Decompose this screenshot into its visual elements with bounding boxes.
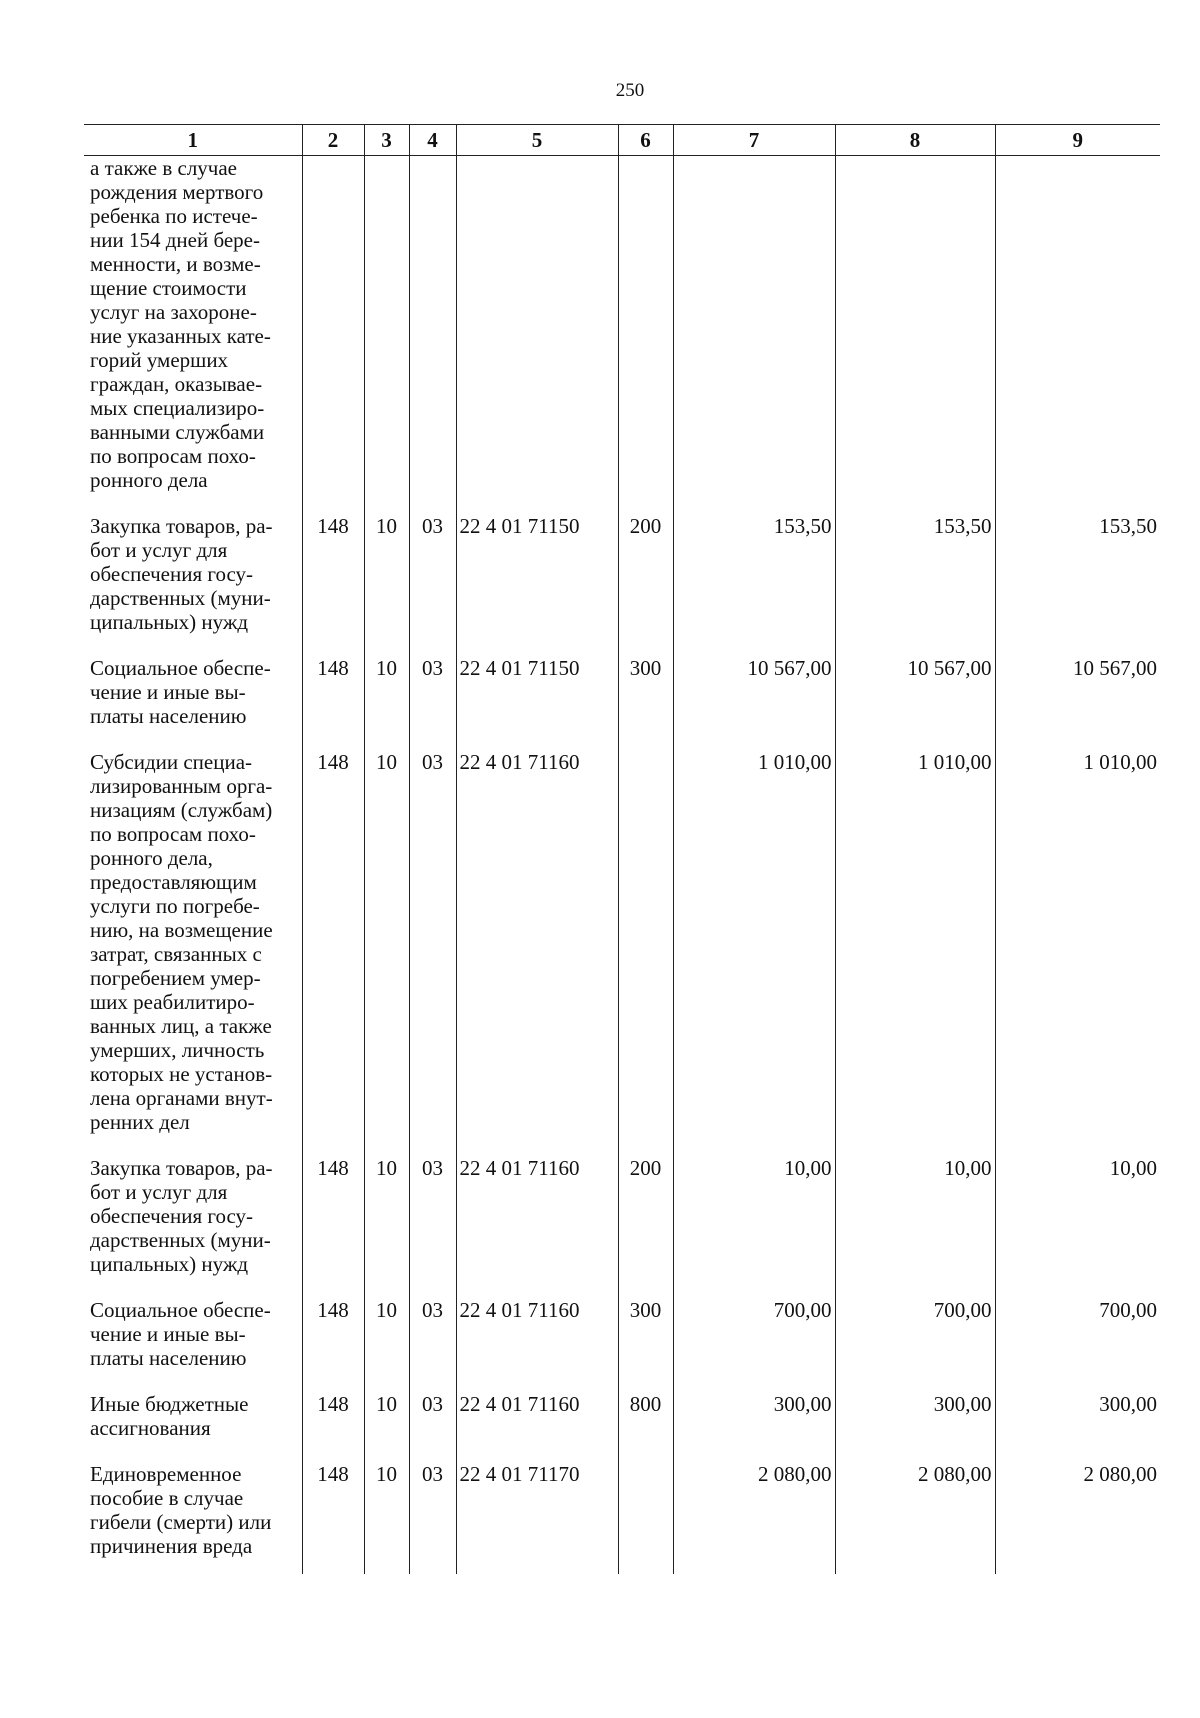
spacer-cell [456,1276,618,1298]
spacer-cell [618,1558,673,1574]
spacer-cell [456,1440,618,1462]
row-name-line: платы населению [90,704,247,728]
spacer-cell [456,1134,618,1156]
section-code: 10 [364,656,409,728]
admin-code: 148 [302,1462,364,1558]
spacer-cell [364,1370,409,1392]
admin-code: 148 [302,750,364,1134]
row-name-line: ребенка по истече- [90,204,258,228]
spacer-cell [302,1134,364,1156]
amount-year-2: 10,00 [835,1156,995,1276]
page-number: 250 [615,80,645,101]
row-name [84,1298,302,1370]
col-header-2: 2 [302,125,364,156]
spacer-cell [995,1134,1160,1156]
spacer-cell [456,1558,618,1574]
amount-year-1: 1 010,00 [673,750,835,1134]
section-code: 10 [364,1462,409,1558]
row-name-line: нии 154 дней бере- [90,228,260,252]
col-header-6: 6 [618,125,673,156]
expense-type-code: 200 [618,514,673,634]
spacer-cell [302,1440,364,1462]
subsection-code: 03 [409,656,456,728]
row-spacer [84,1558,1160,1574]
spacer-cell [835,1440,995,1462]
spacer-cell [995,1558,1160,1574]
spacer-cell [673,1134,835,1156]
spacer-cell [995,728,1160,750]
row-name-line: ассигнования [90,1416,211,1440]
spacer-cell [409,492,456,514]
row-name-line: причинения вреда [90,1534,253,1558]
spacer-cell [618,1370,673,1392]
expense-type-code: 800 [618,1392,673,1440]
spacer-cell [618,634,673,656]
section-code: 10 [364,1298,409,1370]
row-name-line: лизированным орга- [90,774,273,798]
amount-year-3: 700,00 [995,1298,1160,1370]
amount-year-2 [835,156,995,493]
expense-type-code [618,1462,673,1558]
spacer-cell [995,1370,1160,1392]
amount-year-3: 1 010,00 [995,750,1160,1134]
row-name-line: ронного дела, [90,846,213,870]
target-article-code: 22 4 01 71160 [456,1392,618,1440]
admin-code: 148 [302,514,364,634]
row-spacer [84,1276,1160,1298]
amount-year-3: 153,50 [995,514,1160,634]
spacer-cell [835,492,995,514]
row-name-line: а также в случае [90,156,237,180]
spacer-cell [835,1370,995,1392]
col-header-9: 9 [995,125,1160,156]
amount-year-3: 10,00 [995,1156,1160,1276]
spacer-cell [84,634,302,656]
admin-code: 148 [302,1298,364,1370]
row-name-line: ние указанных кате- [90,324,271,348]
spacer-cell [364,1440,409,1462]
spacer-cell [84,492,302,514]
spacer-cell [835,1276,995,1298]
spacer-cell [84,1134,302,1156]
amount-year-1 [673,156,835,493]
spacer-cell [618,492,673,514]
row-name-line: Иные бюджетные [90,1392,249,1416]
spacer-cell [618,728,673,750]
spacer-cell [364,1134,409,1156]
subsection-code: 03 [409,1462,456,1558]
row-name [84,1392,302,1440]
col-header-1: 1 [84,125,302,156]
section-code: 10 [364,1156,409,1276]
row-spacer [84,492,1160,514]
spacer-cell [456,492,618,514]
spacer-cell [835,1558,995,1574]
row-name-line: менности, и возме- [90,252,261,276]
col-header-4: 4 [409,125,456,156]
spacer-cell [995,492,1160,514]
spacer-cell [302,634,364,656]
row-name-line: чение и иные вы- [90,1322,246,1346]
row-spacer [84,728,1160,750]
row-name-line: низациям (службам) [90,798,273,822]
spacer-cell [364,634,409,656]
row-name-line: пособие в случае [90,1486,244,1510]
row-name-line: ципальных) нужд [90,610,249,634]
header-row [84,125,1160,156]
amount-year-1: 153,50 [673,514,835,634]
target-article-code: 22 4 01 71160 [456,1156,618,1276]
admin-code [302,156,364,493]
row-name-line: предоставляющим [90,870,257,894]
amount-year-3: 2 080,00 [995,1462,1160,1558]
amount-year-2: 700,00 [835,1298,995,1370]
table-row [84,1392,1160,1440]
row-name-line: Закупка товаров, ра- [90,1156,273,1180]
amount-year-2: 2 080,00 [835,1462,995,1558]
row-name-line: Субсидии специа- [90,750,253,774]
row-name-line: граждан, оказывае- [90,372,263,396]
spacer-cell [835,728,995,750]
spacer-cell [84,1370,302,1392]
row-name-line: услуги по погребе- [90,894,260,918]
col-header-3: 3 [364,125,409,156]
row-spacer [84,634,1160,656]
row-name [84,750,302,1134]
row-name-line: ванных лиц, а также [90,1014,272,1038]
expense-type-code: 300 [618,656,673,728]
spacer-cell [456,1370,618,1392]
spacer-cell [84,1440,302,1462]
row-name [84,656,302,728]
spacer-cell [673,1558,835,1574]
spacer-cell [673,492,835,514]
spacer-cell [456,634,618,656]
row-spacer [84,1134,1160,1156]
row-name-line: Социальное обеспе- [90,656,271,680]
section-code: 10 [364,1392,409,1440]
spacer-cell [302,492,364,514]
subsection-code: 03 [409,514,456,634]
subsection-code: 03 [409,750,456,1134]
amount-year-2: 1 010,00 [835,750,995,1134]
row-spacer [84,1370,1160,1392]
row-name-line: услуг на захороне- [90,300,257,324]
target-article-code [456,156,618,493]
target-article-code: 22 4 01 71150 [456,514,618,634]
row-name-line: рождения мертвого [90,180,264,204]
row-name-line: которых не установ- [90,1062,273,1086]
row-name-line: по вопросам похо- [90,444,256,468]
table-row [84,656,1160,728]
amount-year-2: 153,50 [835,514,995,634]
admin-code: 148 [302,1392,364,1440]
spacer-cell [995,634,1160,656]
expense-type-code [618,750,673,1134]
row-name-line: бот и услуг для [90,538,228,562]
spacer-cell [364,1276,409,1298]
row-name-line: чение и иные вы- [90,680,246,704]
spacer-cell [456,728,618,750]
row-name-line: затрат, связанных с [90,942,262,966]
table-row [84,514,1160,634]
row-name-line: лена органами внут- [90,1086,273,1110]
subsection-code: 03 [409,1298,456,1370]
expense-type-code: 200 [618,1156,673,1276]
row-name-line: мых специализиро- [90,396,265,420]
row-spacer [84,1440,1160,1462]
admin-code: 148 [302,656,364,728]
spacer-cell [835,634,995,656]
target-article-code: 22 4 01 71150 [456,656,618,728]
table-row [84,750,1160,1134]
spacer-cell [409,1440,456,1462]
amount-year-1: 10 567,00 [673,656,835,728]
section-code: 10 [364,514,409,634]
row-name-line: бот и услуг для [90,1180,228,1204]
amount-year-1: 700,00 [673,1298,835,1370]
spacer-cell [673,1370,835,1392]
spacer-cell [835,1134,995,1156]
col-header-7: 7 [673,125,835,156]
target-article-code: 22 4 01 71170 [456,1462,618,1558]
row-name-line: ванными службами [90,420,265,444]
spacer-cell [409,728,456,750]
row-name-line: нию, на возмещение [90,918,273,942]
row-name-line: умерших, личность [90,1038,265,1062]
spacer-cell [84,1276,302,1298]
row-name-line: ших реабилитиро- [90,990,255,1014]
spacer-cell [302,1370,364,1392]
row-name [84,514,302,634]
table-body [84,156,1160,1575]
subsection-code: 03 [409,1156,456,1276]
row-name-line: обеспечения госу- [90,562,254,586]
amount-year-3: 10 567,00 [995,656,1160,728]
target-article-code: 22 4 01 71160 [456,750,618,1134]
spacer-cell [618,1440,673,1462]
expense-type-code [618,156,673,493]
spacer-cell [618,1276,673,1298]
expense-type-code: 300 [618,1298,673,1370]
col-header-5: 5 [456,125,618,156]
spacer-cell [409,634,456,656]
row-name-line: дарственных (муни- [90,1228,271,1252]
spacer-cell [302,1558,364,1574]
row-name-line: дарственных (муни- [90,586,271,610]
amount-year-2: 10 567,00 [835,656,995,728]
section-code [364,156,409,493]
table-row [84,156,1160,493]
spacer-cell [409,1276,456,1298]
spacer-cell [409,1558,456,1574]
amount-year-3: 300,00 [995,1392,1160,1440]
row-name-line: Единовременное [90,1462,242,1486]
row-name-line: погребением умер- [90,966,261,990]
amount-year-1: 10,00 [673,1156,835,1276]
spacer-cell [995,1276,1160,1298]
row-name-line: гибели (смерти) или [90,1510,272,1534]
spacer-cell [409,1134,456,1156]
amount-year-2: 300,00 [835,1392,995,1440]
spacer-cell [673,1440,835,1462]
spacer-cell [618,1134,673,1156]
spacer-cell [84,728,302,750]
spacer-cell [302,728,364,750]
admin-code: 148 [302,1156,364,1276]
amount-year-1: 300,00 [673,1392,835,1440]
spacer-cell [302,1276,364,1298]
spacer-cell [84,1558,302,1574]
table-row [84,1156,1160,1276]
row-name [84,1156,302,1276]
section-code: 10 [364,750,409,1134]
spacer-cell [673,728,835,750]
row-name-line: щение стоимости [90,276,247,300]
spacer-cell [995,1440,1160,1462]
spacer-cell [409,1370,456,1392]
spacer-cell [673,634,835,656]
spacer-cell [364,492,409,514]
row-name-line: ренних дел [90,1110,190,1134]
row-name [84,1462,302,1558]
table-row [84,1298,1160,1370]
row-name-line: платы населению [90,1346,247,1370]
table-row [84,1462,1160,1558]
subsection-code: 03 [409,1392,456,1440]
row-name-line: по вопросам похо- [90,822,256,846]
spacer-cell [673,1276,835,1298]
row-name [84,156,302,493]
row-name-line: обеспечения госу- [90,1204,254,1228]
row-name-line: ронного дела [90,468,208,492]
budget-table [84,124,1160,1574]
spacer-cell [364,728,409,750]
row-name-line: Социальное обеспе- [90,1298,271,1322]
subsection-code [409,156,456,493]
amount-year-1: 2 080,00 [673,1462,835,1558]
target-article-code: 22 4 01 71160 [456,1298,618,1370]
row-name-line: горий умерших [90,348,229,372]
row-name-line: ципальных) нужд [90,1252,249,1276]
row-name-line: Закупка товаров, ра- [90,514,273,538]
col-header-8: 8 [835,125,995,156]
amount-year-3 [995,156,1160,493]
spacer-cell [364,1558,409,1574]
